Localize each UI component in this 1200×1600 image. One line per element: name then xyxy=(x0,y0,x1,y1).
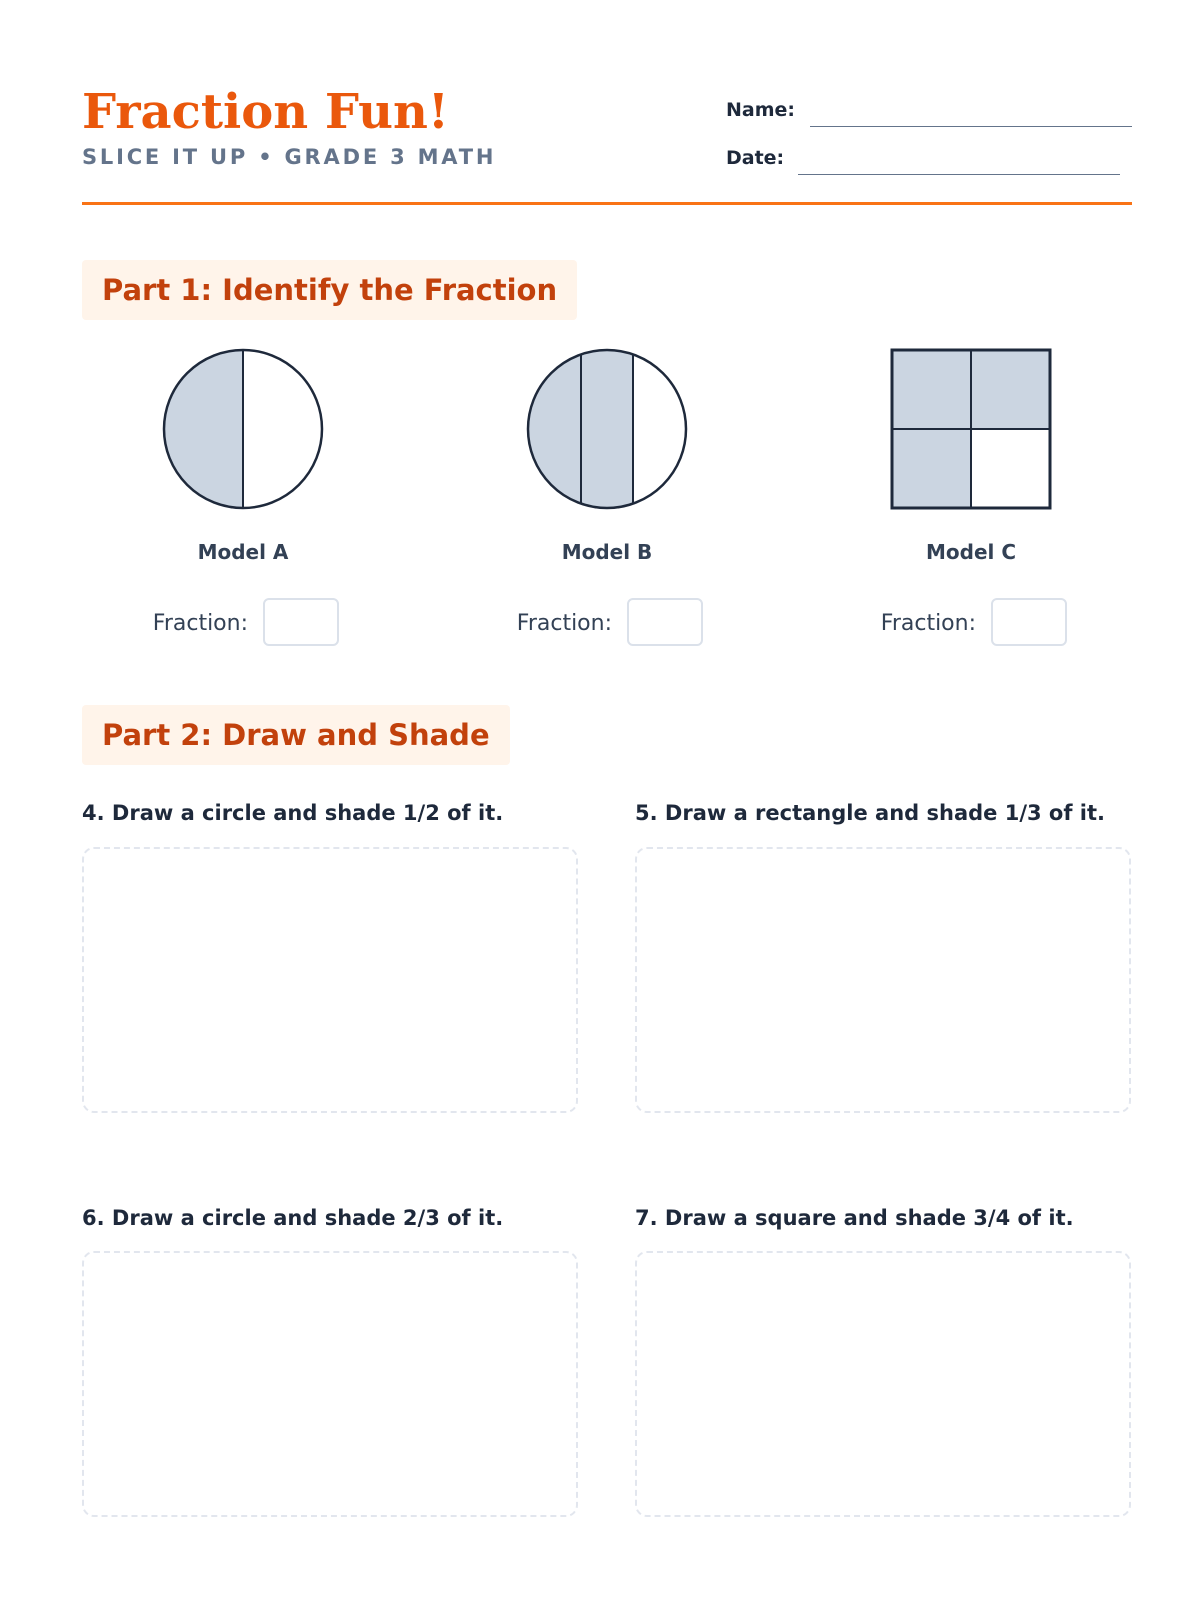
part2-heading: Part 2: Draw and Shade xyxy=(82,705,510,765)
model-c-quarter-bottom-right xyxy=(971,429,1050,508)
question-4: 4. Draw a circle and shade 1/2 of it. xyxy=(82,801,504,825)
model-c-answer-box[interactable] xyxy=(991,598,1067,646)
model-c-fraction-label: Fraction: xyxy=(880,611,976,636)
model-a-shaded-half xyxy=(164,350,243,508)
header-divider xyxy=(82,202,1132,205)
worksheet-title: Fraction Fun! xyxy=(82,84,449,140)
question-7: 7. Draw a square and shade 3/4 of it. xyxy=(635,1206,1074,1230)
date-label: Date: xyxy=(726,147,785,169)
part1-heading: Part 1: Identify the Fraction xyxy=(82,260,577,320)
model-b-fraction-label: Fraction: xyxy=(516,611,612,636)
model-a-label: Model A xyxy=(197,540,289,564)
question-6: 6. Draw a circle and shade 2/3 of it. xyxy=(82,1206,504,1230)
name-field[interactable] xyxy=(810,126,1132,127)
model-a-fraction-label: Fraction: xyxy=(152,611,248,636)
question-7-drawing-area[interactable] xyxy=(635,1251,1131,1517)
question-5: 5. Draw a rectangle and shade 1/3 of it. xyxy=(635,801,1106,825)
model-b-shaded-part xyxy=(526,348,633,510)
model-c-quarter-top-left xyxy=(892,350,971,429)
model-a-figure xyxy=(162,348,324,510)
model-c-figure xyxy=(890,348,1052,510)
model-b-figure xyxy=(526,348,688,510)
name-label: Name: xyxy=(726,99,796,121)
model-b-answer-box[interactable] xyxy=(627,598,703,646)
model-a-answer-box[interactable] xyxy=(263,598,339,646)
question-6-drawing-area[interactable] xyxy=(82,1251,578,1517)
model-c-quarter-bottom-left xyxy=(892,429,971,508)
question-4-drawing-area[interactable] xyxy=(82,847,578,1113)
worksheet-subtitle: SLICE IT UP • GRADE 3 MATH xyxy=(82,145,497,169)
question-5-drawing-area[interactable] xyxy=(635,847,1131,1113)
model-c-label: Model C xyxy=(925,540,1017,564)
date-field[interactable] xyxy=(798,174,1120,175)
model-c-quarter-top-right xyxy=(971,350,1050,429)
model-b-label: Model B xyxy=(561,540,653,564)
